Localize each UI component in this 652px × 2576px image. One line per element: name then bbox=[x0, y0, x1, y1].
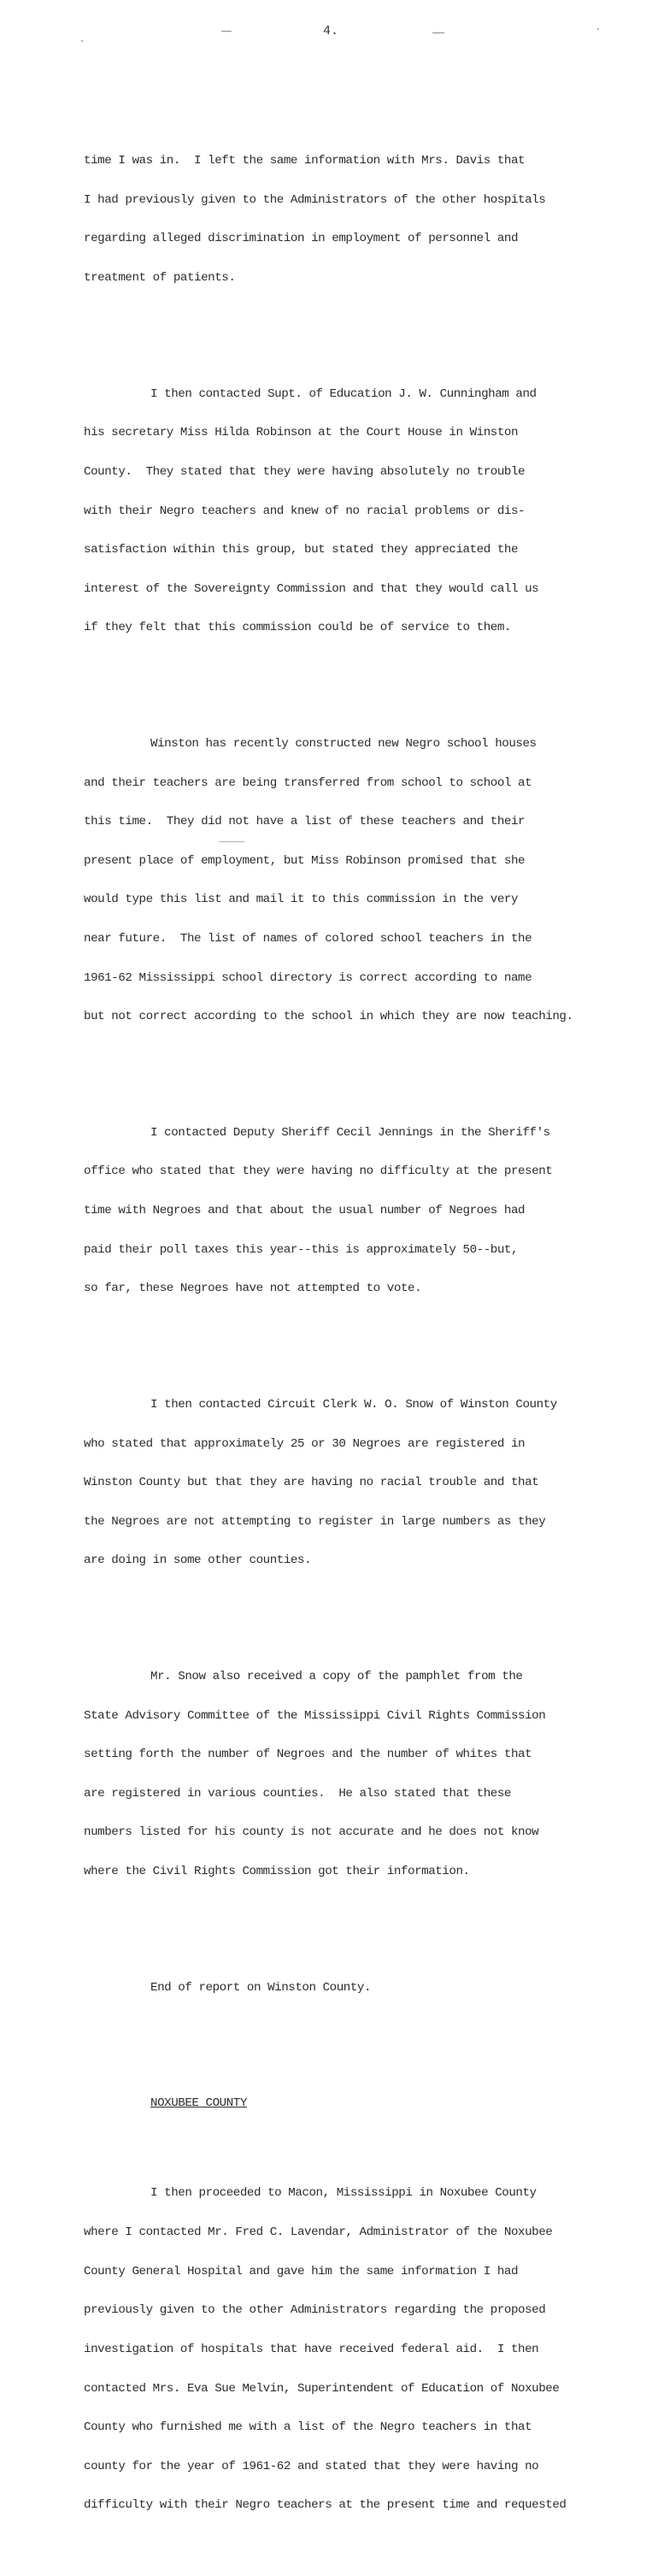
text-line: I had previously given to the Administrators of the other hospitals bbox=[84, 192, 546, 207]
text-line: time I was in. I left the same information with Mrs. Davis that bbox=[84, 154, 526, 168]
text-line: End of report on Winston County. bbox=[150, 1980, 372, 1995]
paragraph-8 bbox=[84, 2161, 639, 2538]
text-line: would type this list and mail it to this commission in the very bbox=[84, 893, 519, 907]
text-line: time with Negroes and that about the usual number of Negroes had bbox=[84, 1204, 526, 1218]
text-line: setting forth the number of Negroes and the number of whites that bbox=[84, 1748, 532, 1762]
text-line: numbers listed for his county is not accurate and he does not know bbox=[84, 1825, 539, 1840]
text-line: Mr. Snow also received a copy of the pamphlet from the bbox=[150, 1669, 523, 1683]
text-line: are registered in various counties. He also stated that these bbox=[84, 1786, 511, 1801]
text-line: Winston has recently constructed new Negro school houses bbox=[150, 736, 537, 751]
text-line: Winston County but that they are having no racial trouble and that bbox=[84, 1476, 539, 1490]
paragraph-1 bbox=[84, 129, 639, 311]
text-line: County. They stated that they were having absolutely no trouble bbox=[84, 464, 526, 479]
paragraph-3 bbox=[84, 712, 639, 1050]
text-line: interest of the Sovereignty Commission and that they would call us bbox=[84, 581, 539, 596]
paragraph-2 bbox=[84, 362, 639, 661]
text-line: I then proceeded to Macon, Mississippi in Noxubee County bbox=[150, 2186, 537, 2201]
text-line: contacted Mrs. Eva Sue Melvin, Superintendent of Education of Noxubee bbox=[84, 2381, 560, 2396]
paragraphs bbox=[84, 103, 639, 2058]
paragraph-6 bbox=[84, 1645, 639, 1905]
text-line: so far, these Negroes have not attempted to vote. bbox=[84, 1282, 422, 1296]
header-mark-right bbox=[432, 32, 444, 33]
section-heading: NOXUBEE COUNTY bbox=[150, 2096, 247, 2111]
paragraph-4 bbox=[84, 1100, 639, 1321]
text-line: with their Negro teachers and knew of no racial problems or dis- bbox=[84, 504, 526, 518]
paragraph-7 bbox=[84, 1955, 639, 2020]
bottom-edge-mark bbox=[219, 841, 244, 842]
text-line: paid their poll taxes this year--this is approximately 50--but, bbox=[84, 1242, 519, 1257]
text-line: who stated that approximately 25 or 30 Negroes are registered in bbox=[84, 1436, 526, 1451]
margin-speck bbox=[81, 40, 83, 42]
text-line: treatment of patients. bbox=[84, 271, 236, 286]
header-mark-left bbox=[221, 31, 232, 32]
text-line: I then contacted Supt. of Education J. W. Cunningham and bbox=[150, 386, 537, 401]
text-line: County who furnished me with a list of the Negro teachers in that bbox=[84, 2420, 532, 2435]
text-line: previously given to the other Administrators regarding the proposed bbox=[84, 2303, 546, 2318]
text-line: where the Civil Rights Commission got their information. bbox=[84, 1865, 470, 1879]
text-line: I contacted Deputy Sheriff Cecil Jennings in the Sheriff's bbox=[150, 1125, 550, 1140]
paragraph-5 bbox=[84, 1373, 639, 1594]
text-line: regarding alleged discrimination in employment of personnel and bbox=[84, 232, 519, 246]
text-line: are doing in some other counties. bbox=[84, 1553, 312, 1568]
text-line: County General Hospital and gave him the same information I had bbox=[84, 2264, 519, 2278]
text-line: the Negroes are not attempting to register in large numbers as they bbox=[84, 1514, 546, 1529]
text-line: if they felt that this commission could be of service to them. bbox=[84, 621, 511, 635]
text-line: State Advisory Committee of the Mississippi Civil Rights Commission bbox=[84, 1708, 546, 1723]
text-line: but not correct according to the school in which they are now teaching. bbox=[84, 1010, 573, 1024]
text-line: 1961-62 Mississippi school directory is correct according to name bbox=[84, 970, 532, 985]
page-number: 4. bbox=[323, 24, 339, 38]
text-line: difficulty with their Negro teachers at the present time and requested bbox=[84, 2498, 567, 2513]
margin-speck bbox=[597, 28, 599, 30]
letter-body bbox=[84, 77, 639, 2576]
text-line: investigation of hospitals that have received federal aid. I then bbox=[84, 2342, 539, 2356]
text-line: office who stated that they were having no difficulty at the present bbox=[84, 1164, 553, 1179]
text-line: satisfaction within this group, but stated they appreciated the bbox=[84, 543, 519, 557]
text-line: and their teachers are being transferred from school to school at bbox=[84, 775, 532, 790]
text-line: his secretary Miss Hilda Robinson at the Court House in Winston bbox=[84, 426, 519, 440]
text-line: present place of employment, but Miss Robinson promised that she bbox=[84, 853, 526, 868]
text-line: county for the year of 1961-62 and stated that they were having no bbox=[84, 2459, 539, 2473]
text-line: where I contacted Mr. Fred C. Lavendar, Administrator of the Noxubee bbox=[84, 2225, 553, 2240]
text-line: near future. The list of names of colored school teachers in the bbox=[84, 932, 532, 946]
text-line: this time. They did not have a list of these teachers and their bbox=[84, 815, 526, 829]
text-line: I then contacted Circuit Clerk W. O. Snow of Winston County bbox=[150, 1397, 557, 1412]
